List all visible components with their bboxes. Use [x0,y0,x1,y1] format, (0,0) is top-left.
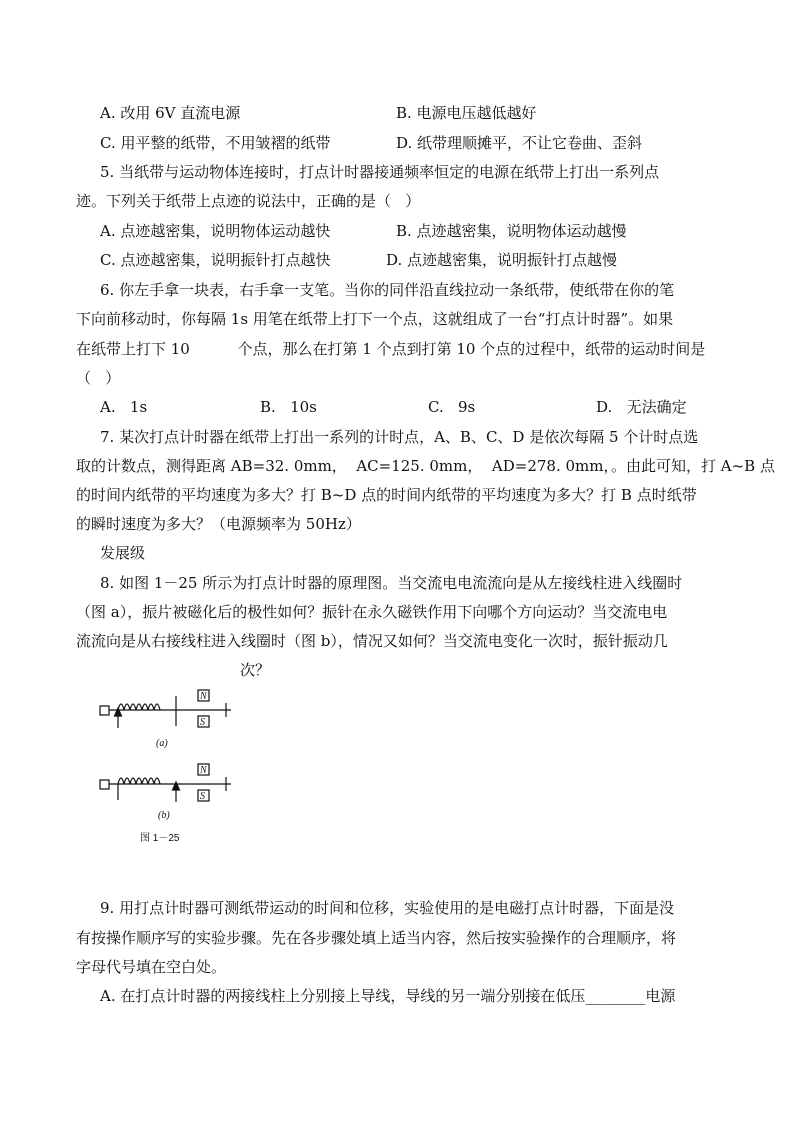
q6-option-a: A. 1s [100,398,148,416]
q5-option-a: A. 点迹越密集，说明物体运动越快 [100,222,331,240]
q6-stem-line-4: （ ） [76,369,121,387]
q5-option-d: D. 点迹越密集，说明振针打点越慢 [386,251,618,269]
left-terminal-a [100,706,109,715]
q9-stem-line-3: 字母代号填在空白处。 [76,958,227,976]
label-n-a: N [200,691,207,702]
figure-caption: 图 1－25 [140,833,180,844]
q5-option-c: C. 点迹越密集，说明振针打点越快 [100,251,331,269]
q6-stem-line-2: 下向前移动时，你每隔 1s 用笔在纸带上打下一个点，这就组成了一台“打点计时器”。如果 [76,310,674,328]
arrow-b-head [173,782,180,790]
q9-stem-line-2: 有按操作顺序写的实验步骤。先在各步骤处填上适当内容，然后按实验操作的合理顺序，将 [76,929,677,947]
label-s-a: S [200,717,205,728]
q5-option-b: B. 点迹越密集，说明物体运动越慢 [396,222,627,240]
timer-principle-diagram [96,684,246,849]
q7-stem-line-2: 取的计数点，测得距离 AB=32. 0mm， AC=125. 0mm， AD=278. 0mm，。由此可知，打 A~B 点 [76,457,775,475]
diagram-b [100,764,231,802]
coil-a [118,704,160,710]
q6-stem-line-1: 6. 你左手拿一块表，右手拿一支笔。当你的同伴沿直线拉动一条纸带，使纸带在你的笔 [100,281,675,299]
q6-stem-line-3: 在纸带上打下 10 个点，那么在打第 1 个点到打第 10 个点的过程中，纸带的运动时间是 [76,340,706,358]
label-b: (b) [158,810,170,821]
q7-stem-line-1: 7. 某次打点计时器在纸带上打出一系列的计时点，A、B、C、D 是依次每隔 5 个计时点选 [100,428,699,446]
arrow-a-head [115,708,122,716]
left-terminal-b [100,780,109,789]
q4-option-d: D. 纸带理顺摊平，不让它卷曲、歪斜 [396,134,643,152]
q4-option-b: B. 电源电压越低越好 [396,104,537,122]
q8-stem-line-4: 次？ [240,661,271,679]
q4-option-c: C. 用平整的纸带，不用皱褶的纸带 [100,134,331,152]
q6-option-d: D. 无法确定 [596,398,687,416]
label-a: (a) [156,738,168,749]
q6-option-c: C. 9s [428,398,476,416]
label-n-b: N [200,765,207,776]
q7-stem-line-4: 的瞬时速度为多大？（电源频率为 50Hz） [76,515,361,533]
q8-stem-line-2: （图 a），振片被磁化后的极性如何？振针在永久磁铁作用下向哪个方向运动？当交流电电 [76,603,668,621]
diagram-a [100,690,231,728]
label-s-b: S [200,791,205,802]
coil-b [118,778,160,784]
q5-stem-line-2: 迹。下列关于纸带上点迹的说法中，正确的是（ ） [76,192,421,210]
q8-stem-line-3: 流流向是从右接线柱进入线圈时（图 b），情况又如何？当交流电变化一次时，振针振动几 [76,632,668,650]
q6-option-b: B. 10s [260,398,317,416]
q7-stem-line-3: 的时间内纸带的平均速度为多大？打 B~D 点的时间内纸带的平均速度为多大？打 B 点时纸带 [76,486,697,504]
q9-stem-line-1: 9. 用打点计时器可测纸带运动的时间和位移，实验使用的是电磁打点计时器，下面是没 [100,899,675,917]
q9-step-a: A. 在打点计时器的两接线柱上分别接上导线，导线的另一端分别接在低压________电源 [100,987,676,1005]
section-level-heading: 发展级 [100,544,146,562]
q4-option-a: A. 改用 6V 直流电源 [100,104,241,122]
q5-stem-line-1: 5. 当纸带与运动物体连接时，打点计时器接通频率恒定的电源在纸带上打出一系列点 [100,163,660,181]
q8-stem-line-1: 8. 如图 1－25 所示为打点计时器的原理图。当交流电电流流向是从左接线柱进入线圈时 [100,574,683,592]
